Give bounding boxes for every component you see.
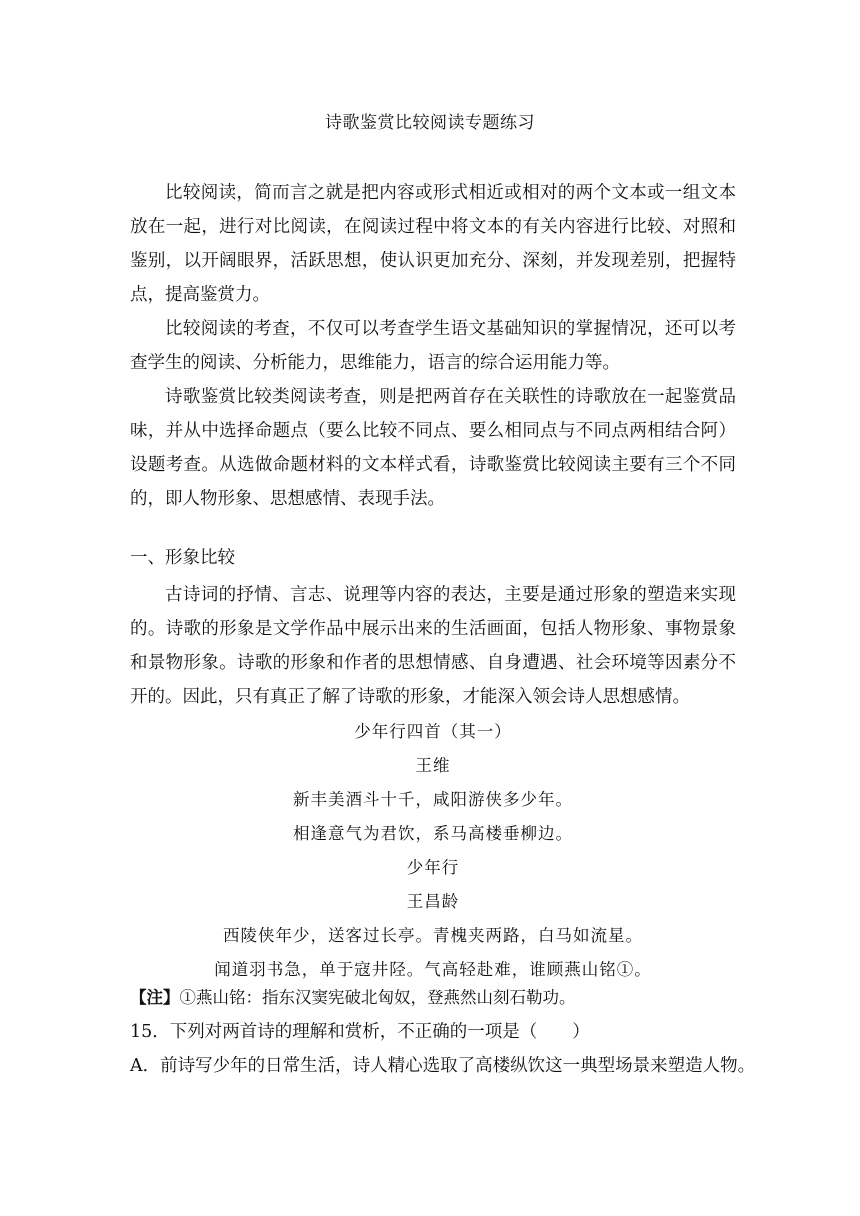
intro-paragraph-2: 比较阅读的考查，不仅可以考查学生语文基础知识的掌握情况，还可以考查学生的阅读、分析能力，思维能力，语言的综合运用能力等。 xyxy=(130,319,736,373)
section-heading: 一、形象比较 xyxy=(130,548,235,568)
section-paragraph: 古诗词的抒情、言志、说理等内容的表达，主要是通过形象的塑造来实现的。诗歌的形象是文学作品中展示出来的生活画面，包括人物形象、事物景象和景物形象。诗歌的形象和作者的思想情感、自身遭遇、社会环境等因素分不开的。因此，只有真正了解了诗歌的形象，才能深入领会诗人思想感情。 xyxy=(130,585,736,707)
intro-paragraph-1: 比较阅读，简而言之就是把内容或形式相近或相对的两个文本或一组文本放在一起，进行对比阅读，在阅读过程中将文本的有关内容进行比较、对照和鉴别，以开阔眼界，活跃思想，使认识更加充分、深刻，并发现差别，把握特点，提高鉴赏力。 xyxy=(130,183,736,305)
poem-note xyxy=(130,984,750,1008)
poem2-line: 闻道羽书急，单于寇井陉。气高轻赴难，谁顾燕山铭①。 xyxy=(214,960,652,979)
intro-paragraph-3: 诗歌鉴赏比较类阅读考查，则是把两首存在关联性的诗歌放在一起鉴赏品味，并从中选择命题点（要么比较不同点、要么相同点与不同点两相结合阿）设题考查。从选做命题材料的文本样式看，诗歌鉴赏比较阅读主要有三个不同的，即人物形象、思想感情、表现手法。 xyxy=(130,387,736,509)
poem2-title: 少年行 xyxy=(406,858,460,877)
poem1-line: 新丰美酒斗十千，咸阳游侠多少年。 xyxy=(293,790,573,809)
document-title: 诗歌鉴赏比较阅读专题练习 xyxy=(325,113,535,133)
note-tag: 【注】 xyxy=(130,988,180,1007)
question-stem: 15．下列对两首诗的理解和赏析，不正确的一项是（ ） xyxy=(130,1022,590,1042)
option-a: A．前诗写少年的日常生活，诗人精心选取了高楼纵饮这一典型场景来塑造人物。 xyxy=(130,1056,756,1076)
poem1-line: 相逢意气为君饮，系马高楼垂柳边。 xyxy=(293,824,573,843)
poem1-title: 少年行四首（其一） xyxy=(354,722,512,741)
poem1-author: 王维 xyxy=(415,756,451,775)
note-text: ①燕山铭：指东汉窦宪破北匈奴，登燕然山刻石勒功。 xyxy=(179,988,576,1007)
poem2-line: 西陵侠年少，送客过长亭。青槐夹两路，白马如流星。 xyxy=(223,926,643,945)
poem2-author: 王昌龄 xyxy=(406,892,460,911)
